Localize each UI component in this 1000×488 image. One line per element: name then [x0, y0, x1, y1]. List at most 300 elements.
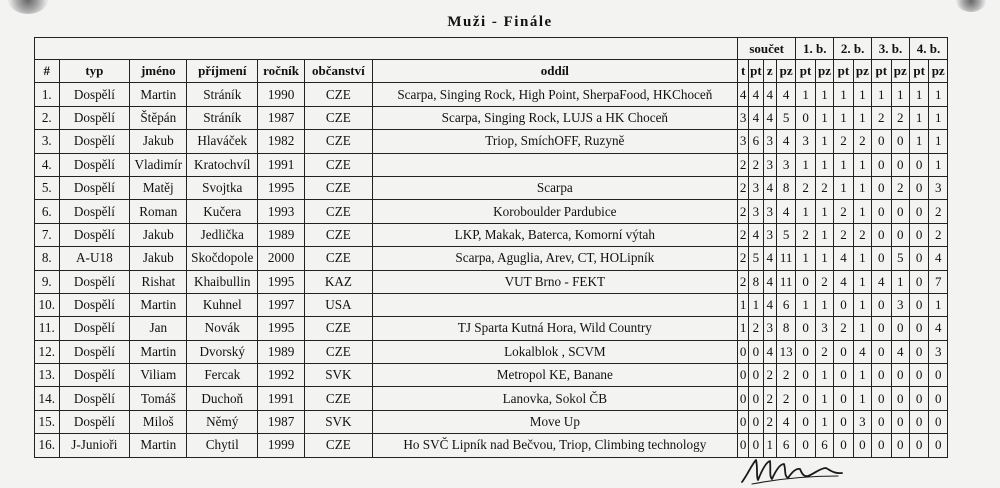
score-b2-pt-cell: 2 [834, 317, 853, 340]
score-soucet-z-cell: 3 [763, 200, 776, 223]
birth-year-cell: 1990 [258, 83, 305, 106]
corner-smudge-right [956, 0, 986, 12]
score-soucet-z-cell: 3 [763, 317, 776, 340]
score-b4-pt-cell: 0 [909, 410, 928, 433]
score-soucet-z-cell: 2 [763, 364, 776, 387]
row-index: 10. [35, 293, 60, 316]
table-row [35, 200, 948, 223]
nationality-cell: CZE [305, 340, 373, 363]
score-b1-pt-cell: 0 [796, 387, 815, 410]
score-soucet-t-cell: 0 [738, 340, 749, 363]
table-row [35, 410, 948, 433]
row-index: 1. [35, 83, 60, 106]
score-soucet-pt-cell: 2 [749, 153, 763, 176]
last-name-cell: Stráník [187, 106, 258, 129]
score-b3-pt-cell: 0 [872, 153, 891, 176]
score-b3-pt-cell: 0 [872, 317, 891, 340]
last-name-cell: Jedlička [187, 223, 258, 246]
score-soucet-t-cell: 2 [738, 153, 749, 176]
score-soucet-pz-cell: 13 [776, 340, 795, 363]
nationality-cell: CZE [305, 247, 373, 270]
score-b3-pz-cell: 0 [891, 153, 909, 176]
score-b4-pt-cell: 1 [909, 106, 928, 129]
birth-year-cell: 1995 [258, 270, 305, 293]
column-header-soucet-t: t [738, 60, 749, 83]
score-b1-pz-cell: 1 [815, 410, 833, 433]
score-b2-pz-cell: 1 [853, 176, 871, 199]
score-b4-pz-cell: 1 [929, 130, 948, 153]
score-b3-pt-cell: 2 [872, 106, 891, 129]
column-header-soucet-z: z [763, 60, 776, 83]
table-row [35, 317, 948, 340]
score-soucet-z-cell: 4 [763, 247, 776, 270]
score-b1-pt-cell: 0 [796, 106, 815, 129]
row-index: 5. [35, 176, 60, 199]
score-soucet-z-cell: 4 [763, 270, 776, 293]
score-soucet-pz-cell: 8 [776, 317, 795, 340]
score-b1-pt-cell: 1 [796, 83, 815, 106]
score-b4-pt-cell: 0 [909, 153, 928, 176]
table-row [35, 364, 948, 387]
last-name-cell: Svojtka [187, 176, 258, 199]
score-b2-pz-cell: 1 [853, 247, 871, 270]
score-b4-pt-cell: 0 [909, 247, 928, 270]
birth-year-cell: 1989 [258, 223, 305, 246]
birth-year-cell: 1991 [258, 153, 305, 176]
score-b3-pz-cell: 0 [891, 317, 909, 340]
score-b3-pz-cell: 0 [891, 387, 909, 410]
column-header-soucet-pt: pt [749, 60, 763, 83]
score-b2-pt-cell: 0 [834, 434, 853, 457]
last-name-cell: Novák [187, 317, 258, 340]
category-cell: Dospělí [59, 200, 130, 223]
row-index: 3. [35, 130, 60, 153]
score-b1-pz-cell: 2 [815, 270, 833, 293]
last-name-cell: Němý [187, 410, 258, 433]
column-header-typ: typ [59, 60, 130, 83]
table-row [35, 247, 948, 270]
group-header-boulder-4: 4. b. [909, 38, 947, 60]
score-b3-pt-cell: 0 [872, 293, 891, 316]
score-b4-pt-cell: 1 [909, 130, 928, 153]
score-b4-pz-cell: 0 [929, 387, 948, 410]
score-soucet-t-cell: 0 [738, 434, 749, 457]
score-b1-pz-cell: 1 [815, 106, 833, 129]
score-soucet-t-cell: 1 [738, 317, 749, 340]
score-b3-pz-cell: 2 [891, 176, 909, 199]
score-b2-pt-cell: 1 [834, 153, 853, 176]
score-b1-pz-cell: 1 [815, 130, 833, 153]
score-b2-pz-cell: 0 [853, 434, 871, 457]
score-b1-pz-cell: 2 [815, 176, 833, 199]
score-b1-pt-cell: 0 [796, 317, 815, 340]
first-name-cell: Martin [130, 83, 187, 106]
score-b1-pt-cell: 3 [796, 130, 815, 153]
score-b3-pz-cell: 5 [891, 247, 909, 270]
category-cell: Dospělí [59, 317, 130, 340]
score-b1-pt-cell: 0 [796, 434, 815, 457]
score-b3-pt-cell: 0 [872, 247, 891, 270]
last-name-cell: Khaibullin [187, 270, 258, 293]
score-b4-pz-cell: 2 [929, 200, 948, 223]
birth-year-cell: 1997 [258, 293, 305, 316]
row-index: 16. [35, 434, 60, 457]
score-b3-pz-cell: 0 [891, 130, 909, 153]
category-cell: Dospělí [59, 153, 130, 176]
group-header-soucet: součet [738, 38, 796, 60]
score-b2-pt-cell: 2 [834, 130, 853, 153]
score-soucet-t-cell: 0 [738, 410, 749, 433]
score-b2-pt-cell: 4 [834, 270, 853, 293]
score-b3-pt-cell: 0 [872, 340, 891, 363]
score-b3-pt-cell: 0 [872, 434, 891, 457]
score-soucet-pz-cell: 6 [776, 434, 795, 457]
column-header-b3-pt: pt [872, 60, 891, 83]
group-header-spacer [35, 38, 738, 60]
score-soucet-pz-cell: 4 [776, 410, 795, 433]
score-b2-pz-cell: 1 [853, 83, 871, 106]
score-b4-pt-cell: 0 [909, 317, 928, 340]
score-b3-pz-cell: 3 [891, 293, 909, 316]
birth-year-cell: 1995 [258, 176, 305, 199]
results-body [35, 83, 948, 457]
last-name-cell: Dvorský [187, 340, 258, 363]
score-soucet-t-cell: 4 [738, 83, 749, 106]
table-row [35, 293, 948, 316]
club-cell: TJ Sparta Kutná Hora, Wild Country [372, 317, 737, 340]
score-soucet-pt-cell: 0 [749, 410, 763, 433]
club-cell: Lokalblok , SCVM [372, 340, 737, 363]
club-cell: Ho SVČ Lipník nad Bečvou, Triop, Climbing technology [372, 434, 737, 457]
category-cell: Dospělí [59, 130, 130, 153]
score-soucet-pt-cell: 0 [749, 364, 763, 387]
group-header-boulder-3: 3. b. [872, 38, 910, 60]
score-b3-pz-cell: 0 [891, 410, 909, 433]
last-name-cell: Kuhnel [187, 293, 258, 316]
row-index: 12. [35, 340, 60, 363]
column-header-b2-pt: pt [834, 60, 853, 83]
score-b1-pt-cell: 0 [796, 340, 815, 363]
row-index: 7. [35, 223, 60, 246]
score-soucet-z-cell: 4 [763, 176, 776, 199]
score-b4-pz-cell: 0 [929, 434, 948, 457]
last-name-cell: Kučera [187, 200, 258, 223]
score-soucet-z-cell: 4 [763, 293, 776, 316]
score-b2-pt-cell: 1 [834, 83, 853, 106]
score-soucet-pz-cell: 8 [776, 176, 795, 199]
score-soucet-pt-cell: 3 [749, 200, 763, 223]
last-name-cell: Duchoň [187, 387, 258, 410]
score-soucet-pt-cell: 0 [749, 387, 763, 410]
last-name-cell: Chytil [187, 434, 258, 457]
score-soucet-pz-cell: 4 [776, 83, 795, 106]
club-cell: Scarpa, Singing Rock, High Point, SherpaFood, HKChoceň [372, 83, 737, 106]
score-b3-pz-cell: 2 [891, 106, 909, 129]
score-soucet-pz-cell: 6 [776, 293, 795, 316]
score-b4-pz-cell: 1 [929, 153, 948, 176]
score-b3-pt-cell: 1 [872, 83, 891, 106]
score-b2-pz-cell: 3 [853, 410, 871, 433]
score-b2-pz-cell: 1 [853, 317, 871, 340]
score-b2-pz-cell: 1 [853, 293, 871, 316]
first-name-cell: Jakub [130, 130, 187, 153]
first-name-cell: Martin [130, 340, 187, 363]
score-b2-pz-cell: 1 [853, 387, 871, 410]
score-b1-pz-cell: 1 [815, 387, 833, 410]
score-b2-pz-cell: 1 [853, 364, 871, 387]
first-name-cell: Rishat [130, 270, 187, 293]
last-name-cell: Stráník [187, 83, 258, 106]
score-soucet-z-cell: 4 [763, 106, 776, 129]
score-soucet-z-cell: 3 [763, 223, 776, 246]
score-soucet-pt-cell: 5 [749, 247, 763, 270]
score-soucet-pt-cell: 3 [749, 176, 763, 199]
score-b3-pt-cell: 0 [872, 130, 891, 153]
score-b3-pt-cell: 0 [872, 410, 891, 433]
birth-year-cell: 1989 [258, 340, 305, 363]
table-row [35, 340, 948, 363]
club-cell: Metropol KE, Banane [372, 364, 737, 387]
table-row [35, 106, 948, 129]
score-b3-pz-cell: 0 [891, 223, 909, 246]
score-b3-pz-cell: 1 [891, 83, 909, 106]
birth-year-cell: 1999 [258, 434, 305, 457]
category-cell: Dospělí [59, 106, 130, 129]
score-soucet-pt-cell: 4 [749, 83, 763, 106]
score-soucet-pz-cell: 11 [776, 270, 795, 293]
score-soucet-pt-cell: 4 [749, 106, 763, 129]
score-b4-pt-cell: 0 [909, 387, 928, 410]
category-cell: Dospělí [59, 176, 130, 199]
score-soucet-t-cell: 2 [738, 176, 749, 199]
category-cell: Dospělí [59, 340, 130, 363]
score-soucet-pz-cell: 4 [776, 200, 795, 223]
category-cell: A-U18 [59, 247, 130, 270]
category-cell: Dospělí [59, 293, 130, 316]
club-cell: LKP, Makak, Baterca, Komorní výtah [372, 223, 737, 246]
score-b1-pz-cell: 1 [815, 223, 833, 246]
score-soucet-t-cell: 3 [738, 106, 749, 129]
nationality-cell: CZE [305, 106, 373, 129]
column-header-b3-pz: pz [891, 60, 909, 83]
score-b3-pz-cell: 0 [891, 434, 909, 457]
column-header-obcanstvi: občanství [305, 60, 373, 83]
table-row [35, 83, 948, 106]
score-soucet-z-cell: 2 [763, 387, 776, 410]
score-b4-pz-cell: 1 [929, 83, 948, 106]
category-cell: Dospělí [59, 270, 130, 293]
first-name-cell: Martin [130, 293, 187, 316]
score-b2-pt-cell: 0 [834, 293, 853, 316]
score-soucet-t-cell: 1 [738, 293, 749, 316]
score-b2-pz-cell: 2 [853, 130, 871, 153]
row-index: 9. [35, 270, 60, 293]
first-name-cell: Matěj [130, 176, 187, 199]
birth-year-cell: 1987 [258, 106, 305, 129]
score-b2-pt-cell: 0 [834, 410, 853, 433]
score-soucet-pt-cell: 1 [749, 293, 763, 316]
score-b4-pt-cell: 1 [909, 83, 928, 106]
score-b4-pt-cell: 0 [909, 270, 928, 293]
score-b1-pz-cell: 2 [815, 340, 833, 363]
score-b2-pz-cell: 1 [853, 106, 871, 129]
score-b2-pt-cell: 0 [834, 340, 853, 363]
score-b1-pt-cell: 1 [796, 153, 815, 176]
category-cell: Dospělí [59, 410, 130, 433]
nationality-cell: CZE [305, 434, 373, 457]
category-cell: Dospělí [59, 223, 130, 246]
results-table [34, 37, 948, 458]
first-name-cell: Jakub [130, 223, 187, 246]
birth-year-cell: 2000 [258, 247, 305, 270]
club-cell [372, 293, 737, 316]
score-b4-pz-cell: 3 [929, 176, 948, 199]
nationality-cell: KAZ [305, 270, 373, 293]
column-header-b1-pt: pt [796, 60, 815, 83]
score-b4-pt-cell: 0 [909, 293, 928, 316]
club-cell: Scarpa, Aguglia, Arev, CT, HOLipník [372, 247, 737, 270]
nationality-cell: SVK [305, 364, 373, 387]
score-soucet-t-cell: 2 [738, 247, 749, 270]
column-header-rocnik: ročník [258, 60, 305, 83]
score-b2-pz-cell: 1 [853, 153, 871, 176]
score-b4-pt-cell: 0 [909, 176, 928, 199]
club-cell [372, 153, 737, 176]
score-b2-pt-cell: 2 [834, 223, 853, 246]
score-b3-pt-cell: 0 [872, 223, 891, 246]
score-b3-pt-cell: 0 [872, 364, 891, 387]
score-b4-pt-cell: 0 [909, 364, 928, 387]
score-soucet-pz-cell: 3 [776, 153, 795, 176]
last-name-cell: Skočdopole [187, 247, 258, 270]
score-b1-pt-cell: 1 [796, 200, 815, 223]
nationality-cell: CZE [305, 153, 373, 176]
score-soucet-pt-cell: 8 [749, 270, 763, 293]
birth-year-cell: 1993 [258, 200, 305, 223]
score-b2-pz-cell: 2 [853, 223, 871, 246]
nationality-cell: CZE [305, 223, 373, 246]
club-cell: Scarpa [372, 176, 737, 199]
column-header-b2-pz: pz [853, 60, 871, 83]
first-name-cell: Miloš [130, 410, 187, 433]
row-index: 2. [35, 106, 60, 129]
club-cell: Move Up [372, 410, 737, 433]
score-b1-pz-cell: 3 [815, 317, 833, 340]
score-soucet-pz-cell: 2 [776, 387, 795, 410]
score-b4-pz-cell: 0 [929, 364, 948, 387]
score-b2-pz-cell: 4 [853, 340, 871, 363]
score-b1-pz-cell: 1 [815, 364, 833, 387]
row-index: 11. [35, 317, 60, 340]
score-b3-pz-cell: 0 [891, 364, 909, 387]
score-soucet-pt-cell: 0 [749, 340, 763, 363]
club-cell: Lanovka, Sokol ČB [372, 387, 737, 410]
score-soucet-z-cell: 4 [763, 83, 776, 106]
score-soucet-pz-cell: 5 [776, 106, 795, 129]
score-soucet-pt-cell: 6 [749, 130, 763, 153]
birth-year-cell: 1991 [258, 387, 305, 410]
score-b1-pt-cell: 1 [796, 293, 815, 316]
group-header-row [35, 38, 948, 60]
score-b1-pz-cell: 1 [815, 200, 833, 223]
last-name-cell: Kratochvíl [187, 153, 258, 176]
row-index: 4. [35, 153, 60, 176]
table-row [35, 153, 948, 176]
row-index: 15. [35, 410, 60, 433]
club-cell: Triop, SmíchOFF, Ruzyně [372, 130, 737, 153]
club-cell: Scarpa, Singing Rock, LUJS a HK Choceň [372, 106, 737, 129]
score-soucet-pt-cell: 4 [749, 223, 763, 246]
first-name-cell: Tomáš [130, 387, 187, 410]
column-header-b1-pz: pz [815, 60, 833, 83]
birth-year-cell: 1992 [258, 364, 305, 387]
score-b4-pz-cell: 3 [929, 340, 948, 363]
score-b3-pt-cell: 4 [872, 270, 891, 293]
nationality-cell: CZE [305, 317, 373, 340]
score-b1-pt-cell: 0 [796, 364, 815, 387]
table-row [35, 387, 948, 410]
nationality-cell: SVK [305, 410, 373, 433]
row-index: 8. [35, 247, 60, 270]
score-b2-pt-cell: 0 [834, 364, 853, 387]
category-cell: J-Junioři [59, 434, 130, 457]
page-title: Muži - Finále [447, 14, 553, 30]
score-soucet-t-cell: 0 [738, 364, 749, 387]
score-b4-pt-cell: 0 [909, 200, 928, 223]
column-header-oddil: oddíl [372, 60, 737, 83]
last-name-cell: Hlaváček [187, 130, 258, 153]
birth-year-cell: 1987 [258, 410, 305, 433]
score-soucet-pz-cell: 11 [776, 247, 795, 270]
score-b2-pt-cell: 1 [834, 106, 853, 129]
score-b4-pt-cell: 0 [909, 434, 928, 457]
score-soucet-pz-cell: 4 [776, 130, 795, 153]
score-b3-pt-cell: 0 [872, 387, 891, 410]
first-name-cell: Jakub [130, 247, 187, 270]
birth-year-cell: 1982 [258, 130, 305, 153]
score-b1-pz-cell: 1 [815, 83, 833, 106]
score-soucet-z-cell: 1 [763, 434, 776, 457]
score-soucet-pz-cell: 2 [776, 364, 795, 387]
table-row [35, 130, 948, 153]
nationality-cell: CZE [305, 387, 373, 410]
last-name-cell: Fercak [187, 364, 258, 387]
score-b4-pt-cell: 0 [909, 223, 928, 246]
score-b4-pz-cell: 7 [929, 270, 948, 293]
table-row [35, 270, 948, 293]
score-b4-pz-cell: 2 [929, 223, 948, 246]
score-b1-pz-cell: 1 [815, 247, 833, 270]
club-cell: Koroboulder Pardubice [372, 200, 737, 223]
first-name-cell: Vladimír [130, 153, 187, 176]
score-soucet-t-cell: 2 [738, 223, 749, 246]
first-name-cell: Jan [130, 317, 187, 340]
score-soucet-z-cell: 3 [763, 153, 776, 176]
score-b1-pz-cell: 1 [815, 293, 833, 316]
nationality-cell: CZE [305, 83, 373, 106]
score-soucet-pt-cell: 2 [749, 317, 763, 340]
first-name-cell: Viliam [130, 364, 187, 387]
column-header-prijmeni: příjmení [187, 60, 258, 83]
first-name-cell: Roman [130, 200, 187, 223]
score-b2-pt-cell: 2 [834, 200, 853, 223]
score-b4-pt-cell: 0 [909, 340, 928, 363]
score-soucet-z-cell: 3 [763, 130, 776, 153]
score-b1-pt-cell: 0 [796, 270, 815, 293]
score-b4-pz-cell: 1 [929, 293, 948, 316]
score-b1-pt-cell: 2 [796, 223, 815, 246]
score-b1-pt-cell: 1 [796, 247, 815, 270]
